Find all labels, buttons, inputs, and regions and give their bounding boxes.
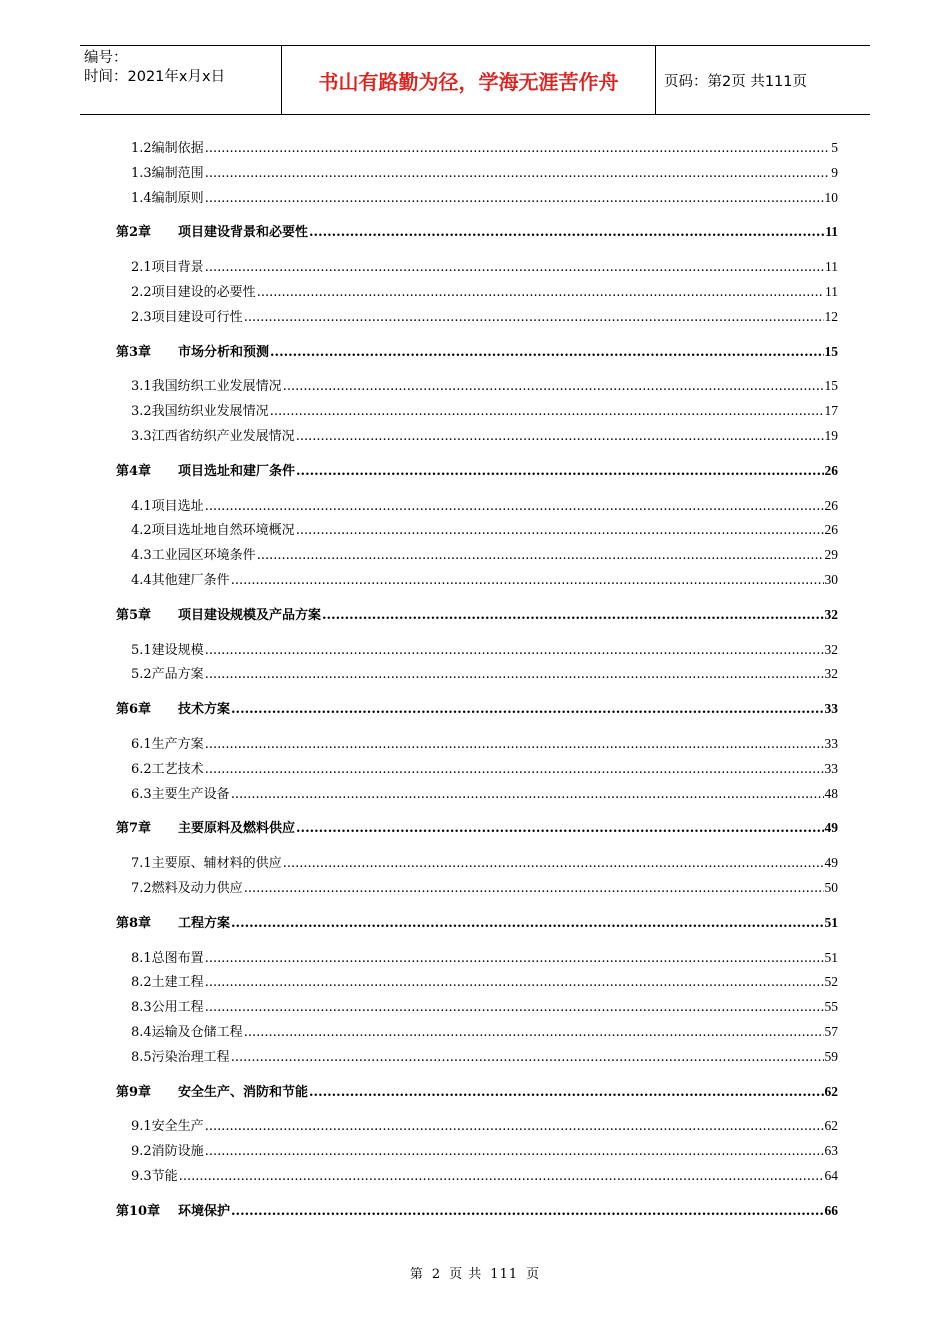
toc-page-number: 51: [824, 949, 838, 965]
toc-entry-title: 7.1主要原、辅材料的供应: [131, 856, 282, 872]
toc-chapter-entry[interactable]: [116, 460, 838, 485]
toc-section-entry[interactable]: [116, 495, 838, 520]
toc-page-number: 62: [824, 1118, 838, 1134]
toc-entry-title: 8.3公用工程: [131, 1000, 204, 1016]
toc-section-entry[interactable]: [116, 971, 838, 996]
toc-chapter-entry[interactable]: [116, 817, 838, 842]
toc-page-number: 15: [824, 378, 838, 394]
toc-chapter-title: 技术方案: [178, 702, 231, 718]
toc-entry-title: [116, 1200, 230, 1219]
toc-page-number: 5: [831, 140, 838, 155]
page-footer: [0, 1263, 950, 1282]
toc-leader-dots: [205, 643, 824, 658]
toc-page-number: 50: [824, 879, 838, 895]
toc-page-number: 64: [824, 1167, 838, 1183]
toc-entry-title: 5.2产品方案: [131, 667, 204, 683]
toc-entry-title: 3.1我国纺织工业发展情况: [131, 379, 282, 395]
toc-page-number: 59: [824, 1048, 838, 1064]
toc-entry-title: 4.2项目选址地自然环境概况: [131, 523, 295, 539]
footer-total-pages: 111: [490, 1267, 519, 1282]
toc-leader-dots: [205, 667, 824, 682]
toc-leader-dots: [205, 1000, 824, 1015]
toc-section-entry[interactable]: [116, 544, 838, 569]
toc-section-entry[interactable]: [116, 1140, 838, 1165]
toc-entry-title: 9.3节能: [131, 1168, 178, 1184]
toc-section-entry[interactable]: [116, 1021, 838, 1046]
toc-chapter-title: 市场分析和预测: [178, 344, 270, 360]
toc-leader-dots: [257, 548, 824, 563]
toc-chapter-number: 第7章: [116, 821, 152, 837]
document-number-label: 编号：: [84, 50, 128, 66]
toc-page-number: 32: [824, 641, 838, 657]
toc-leader-dots: [244, 881, 824, 896]
toc-section-entry[interactable]: [116, 758, 838, 783]
toc-section-entry[interactable]: [116, 1165, 838, 1190]
toc-entry-title: 3.2我国纺织业发展情况: [131, 404, 269, 420]
toc-section-entry[interactable]: [116, 256, 838, 281]
toc-chapter-title: 安全生产、消防和节能: [178, 1084, 309, 1100]
toc-page-number: 11: [825, 224, 838, 240]
toc-entry-title: 8.5污染治理工程: [131, 1049, 230, 1065]
toc-leader-dots: [205, 975, 824, 990]
toc-leader-dots: [231, 916, 823, 931]
footer-page-number: 2: [431, 1267, 442, 1282]
toc-chapter-title: 主要原料及燃料供应: [178, 821, 296, 837]
toc-leader-dots: [231, 787, 824, 802]
toc-page-number: 26: [824, 497, 838, 513]
toc-section-entry[interactable]: [116, 187, 838, 212]
toc-page-number: 17: [824, 403, 838, 419]
footer-middle: 页 共: [449, 1267, 483, 1282]
toc-page-number: 11: [825, 259, 838, 275]
toc-page-number: 51: [824, 914, 838, 930]
toc-page-number: 66: [824, 1202, 838, 1218]
toc-section-entry[interactable]: [116, 519, 838, 544]
toc-chapter-number: 第3章: [116, 344, 152, 360]
toc-section-entry[interactable]: [116, 877, 838, 902]
toc-leader-dots: [205, 1119, 824, 1134]
toc-section-entry[interactable]: [116, 137, 838, 162]
toc-entry-title: [116, 912, 230, 931]
page-header: [80, 45, 870, 115]
toc-leader-dots: [322, 608, 823, 623]
toc-entry-title: 6.3主要生产设备: [131, 786, 230, 802]
toc-entry-title: 5.1建设规模: [131, 642, 204, 658]
toc-leader-dots: [231, 1204, 823, 1219]
toc-entry-title: 1.3编制范围: [131, 165, 204, 181]
header-meta: [80, 46, 282, 114]
toc-leader-dots: [231, 1050, 824, 1065]
footer-suffix: 页: [526, 1267, 541, 1282]
toc-section-entry[interactable]: [116, 569, 838, 594]
toc-page-number: 33: [824, 701, 838, 717]
toc-leader-dots: [283, 379, 824, 394]
toc-page-number: 19: [824, 427, 838, 443]
toc-section-entry[interactable]: [116, 783, 838, 808]
toc-chapter-entry[interactable]: [116, 604, 838, 629]
toc-page-number: 32: [824, 606, 838, 622]
toc-leader-dots: [205, 191, 824, 206]
toc-leader-dots: [296, 523, 824, 538]
toc-entry-title: 8.4运输及仓储工程: [131, 1024, 243, 1040]
toc-page-number: 12: [824, 308, 838, 324]
toc-entry-title: 1.4编制原则: [131, 190, 204, 206]
toc-section-entry[interactable]: [116, 375, 838, 400]
toc-leader-dots: [270, 345, 823, 360]
toc-chapter-title: 环境保护: [178, 1203, 231, 1219]
toc-entry-title: 1.2编制依据: [131, 141, 204, 156]
toc-leader-dots: [270, 404, 824, 419]
toc-leader-dots: [231, 702, 823, 717]
toc-entry-title: 9.1安全生产: [131, 1119, 204, 1135]
document-time: 时间：2021年x月x日: [84, 69, 226, 85]
toc-chapter-title: 项目建设规模及产品方案: [178, 607, 322, 623]
toc-chapter-number: 第6章: [116, 702, 152, 718]
toc-section-entry[interactable]: [116, 996, 838, 1021]
toc-leader-dots: [309, 1085, 823, 1100]
toc-page-number: 30: [824, 571, 838, 587]
toc-section-entry[interactable]: [116, 425, 838, 450]
toc-leader-dots: [296, 464, 823, 479]
toc-chapter-entry[interactable]: [116, 221, 838, 246]
toc-page-number: 55: [824, 999, 838, 1015]
toc-leader-dots: [205, 737, 824, 752]
toc-entry-title: 2.1项目背景: [131, 260, 204, 276]
toc-entry-title: [116, 221, 308, 240]
toc-entry-title: [116, 604, 321, 623]
toc-section-entry[interactable]: [116, 281, 838, 306]
toc-page-number: 52: [824, 974, 838, 990]
toc-page-number: 57: [824, 1023, 838, 1039]
toc-leader-dots: [257, 285, 824, 300]
toc-chapter-number: 第4章: [116, 463, 152, 479]
toc-section-entry[interactable]: [116, 400, 838, 425]
toc-section-entry[interactable]: [116, 162, 838, 187]
toc-entry-title: 3.3江西省纺织产业发展情况: [131, 428, 295, 444]
footer-prefix: 第: [409, 1267, 424, 1282]
toc-chapter-number: 第9章: [116, 1084, 152, 1100]
toc-leader-dots: [205, 141, 831, 156]
toc-page-number: 10: [824, 189, 838, 205]
toc-page-number: 29: [824, 547, 838, 563]
toc-leader-dots: [205, 166, 831, 181]
toc-entry-title: 2.2项目建设的必要性: [131, 284, 256, 300]
toc-entry-title: 8.2土建工程: [131, 975, 204, 991]
toc-page-number: 33: [824, 735, 838, 751]
toc-entry-title: [116, 698, 230, 717]
toc-page-number: 33: [824, 760, 838, 776]
toc-entry-title: 6.2工艺技术: [131, 761, 204, 777]
toc-chapter-number: 第10章: [116, 1203, 161, 1219]
toc-entry-title: 9.2消防设施: [131, 1144, 204, 1160]
toc-leader-dots: [205, 499, 824, 514]
toc-chapter-entry[interactable]: [116, 1081, 838, 1106]
toc-chapter-entry[interactable]: [116, 1200, 838, 1225]
toc-page-number: 26: [824, 462, 838, 478]
toc-entry-title: [116, 460, 295, 479]
toc-leader-dots: [296, 821, 823, 836]
toc-page-number: 9: [831, 164, 838, 180]
toc-leader-dots: [296, 429, 824, 444]
toc-page-number: 48: [824, 785, 838, 801]
toc-entry-title: [116, 817, 295, 836]
toc-page-number: 32: [824, 666, 838, 682]
toc-chapter-number: 第8章: [116, 915, 152, 931]
toc-chapter-number: 第2章: [116, 225, 152, 241]
toc-page-number: 49: [824, 855, 838, 871]
toc-entry-title: 2.3项目建设可行性: [131, 309, 243, 325]
table-of-contents: [116, 137, 838, 1224]
toc-leader-dots: [205, 260, 824, 275]
toc-entry-title: [116, 1081, 308, 1100]
toc-entry-title: 4.3工业园区环境条件: [131, 548, 256, 564]
toc-leader-dots: [205, 1144, 824, 1159]
toc-leader-dots: [244, 310, 824, 325]
header-motto: 书山有路勤为径，学海无涯苦作舟: [282, 46, 656, 114]
toc-entry-title: [116, 341, 269, 360]
toc-section-entry[interactable]: [116, 947, 838, 972]
toc-entry-title: 4.4其他建厂条件: [131, 572, 230, 588]
toc-page-number: 11: [825, 283, 838, 299]
toc-section-entry[interactable]: [116, 639, 838, 664]
toc-page-number: 26: [824, 522, 838, 538]
toc-chapter-number: 第5章: [116, 607, 152, 623]
toc-page-number: 62: [824, 1083, 838, 1099]
toc-leader-dots: [231, 573, 824, 588]
toc-chapter-title: 项目选址和建厂条件: [178, 463, 296, 479]
toc-page-number: 15: [824, 343, 838, 359]
toc-entry-title: 7.2燃料及动力供应: [131, 880, 243, 896]
toc-leader-dots: [283, 856, 824, 871]
toc-section-entry[interactable]: [116, 1115, 838, 1140]
toc-section-entry[interactable]: [116, 733, 838, 758]
toc-chapter-title: 工程方案: [178, 915, 231, 931]
toc-leader-dots: [205, 762, 824, 777]
toc-section-entry[interactable]: [116, 852, 838, 877]
toc-leader-dots: [205, 951, 824, 966]
toc-leader-dots: [244, 1025, 824, 1040]
toc-chapter-entry[interactable]: [116, 698, 838, 723]
toc-page-number: 49: [824, 820, 838, 836]
header-page-info: 页码：第2页 共111页: [664, 73, 808, 90]
toc-leader-dots: [179, 1169, 824, 1184]
toc-section-entry[interactable]: [116, 663, 838, 688]
toc-chapter-title: 项目建设背景和必要性: [178, 225, 309, 241]
toc-leader-dots: [309, 225, 824, 240]
toc-section-entry[interactable]: [116, 306, 838, 331]
toc-section-entry[interactable]: [116, 1046, 838, 1071]
toc-entry-title: 8.1总图布置: [131, 950, 204, 966]
toc-entry-title: 4.1项目选址: [131, 498, 204, 514]
toc-entry-title: 6.1生产方案: [131, 736, 204, 752]
toc-chapter-entry[interactable]: [116, 912, 838, 937]
toc-chapter-entry[interactable]: [116, 341, 838, 366]
toc-page-number: 63: [824, 1143, 838, 1159]
